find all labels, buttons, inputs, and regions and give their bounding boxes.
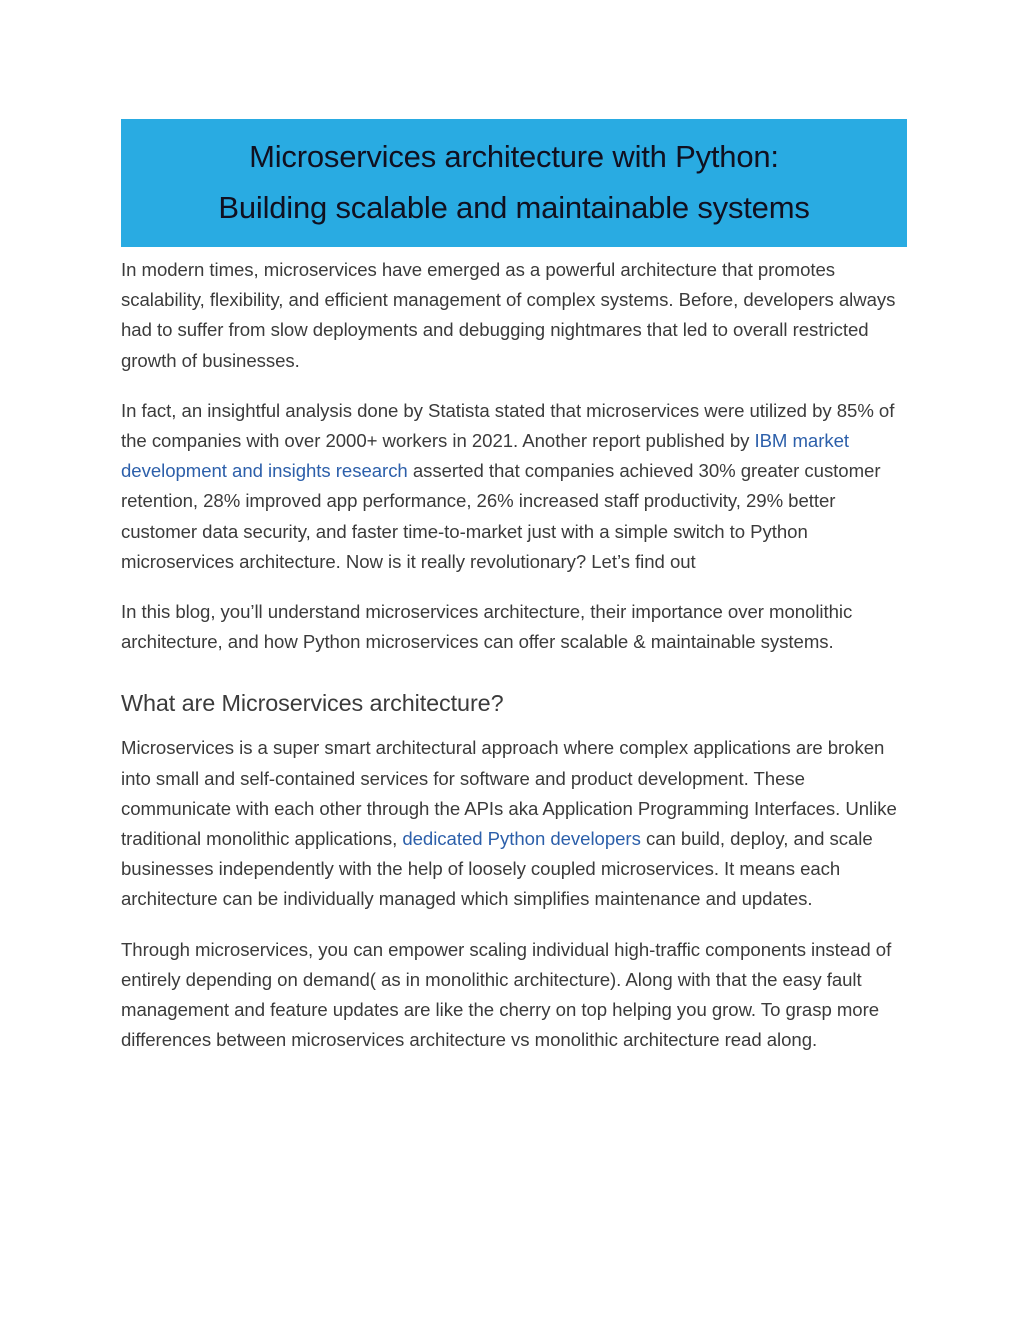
paragraph-text-run: In modern times, microservices have emerged as a powerful architecture that promotes scalability, flexibility, and efficient management of complex systems. Before, developers always had to suffer from slow deployments and debugging nightmares that led to overall restricted growth of businesses. — [121, 259, 896, 371]
paragraph-intro — [121, 255, 907, 376]
inline-link[interactable]: IBM market development and insights research — [121, 430, 850, 482]
section-heading-what-are-microservices: What are Microservices architecture? — [121, 690, 504, 717]
document-content — [121, 119, 907, 1055]
paragraph-text-run: Microservices is a super smart architectural approach where complex applications are broken into small and self-contained services for software and product development. These communicate with each other through the APIs aka Application Programming Interfaces. Unlike traditional monolithic applications, — [121, 737, 897, 850]
article-title-line-1: Microservices architecture with Python: — [249, 139, 779, 174]
inline-link[interactable]: dedicated Python developers — [402, 828, 641, 850]
paragraph-blog-overview — [121, 597, 907, 657]
paragraph-text-run: Through microservices, you can empower scaling individual high-traffic components instead of entirely depending on demand( as in monolithic architecture). Along with that the easy fault management and feature updates are like the cherry on top helping you grow. To grasp more differences between microservices architecture vs monolithic architecture read along. — [121, 938, 892, 1051]
article-title-banner — [121, 119, 907, 247]
paragraph-text-run: In fact, an insightful analysis done by Statista stated that microservices were utilized by 85% of the companies with over 2000+ workers in 2021. Another report published by — [121, 399, 895, 452]
paragraph-microservices-definition — [121, 733, 907, 914]
paragraph-microservices-scaling — [121, 935, 907, 1056]
paragraph-text-run: In this blog, you’ll understand microservices architecture, their importance over monolithic architecture, and how Python microservices can offer scalable & maintainable systems. — [121, 601, 853, 653]
paragraph-text-run: can build, deploy, and scale businesses independently with the help of loosely coupled microservices. It means each architecture can be individually managed which simplifies maintenance and updates. — [121, 828, 873, 910]
paragraph-statistics — [121, 396, 907, 577]
paragraph-text-run: asserted that companies achieved 30% greater customer retention, 28% improved app performance, 26% increased staff productivity, 29% better customer data security, and faster time-to-market just with a simple switch to Python microservices architecture. Now is it really revolutionary? Let’s find out — [121, 460, 881, 572]
article-title-line-2: Building scalable and maintainable systems — [218, 190, 810, 225]
